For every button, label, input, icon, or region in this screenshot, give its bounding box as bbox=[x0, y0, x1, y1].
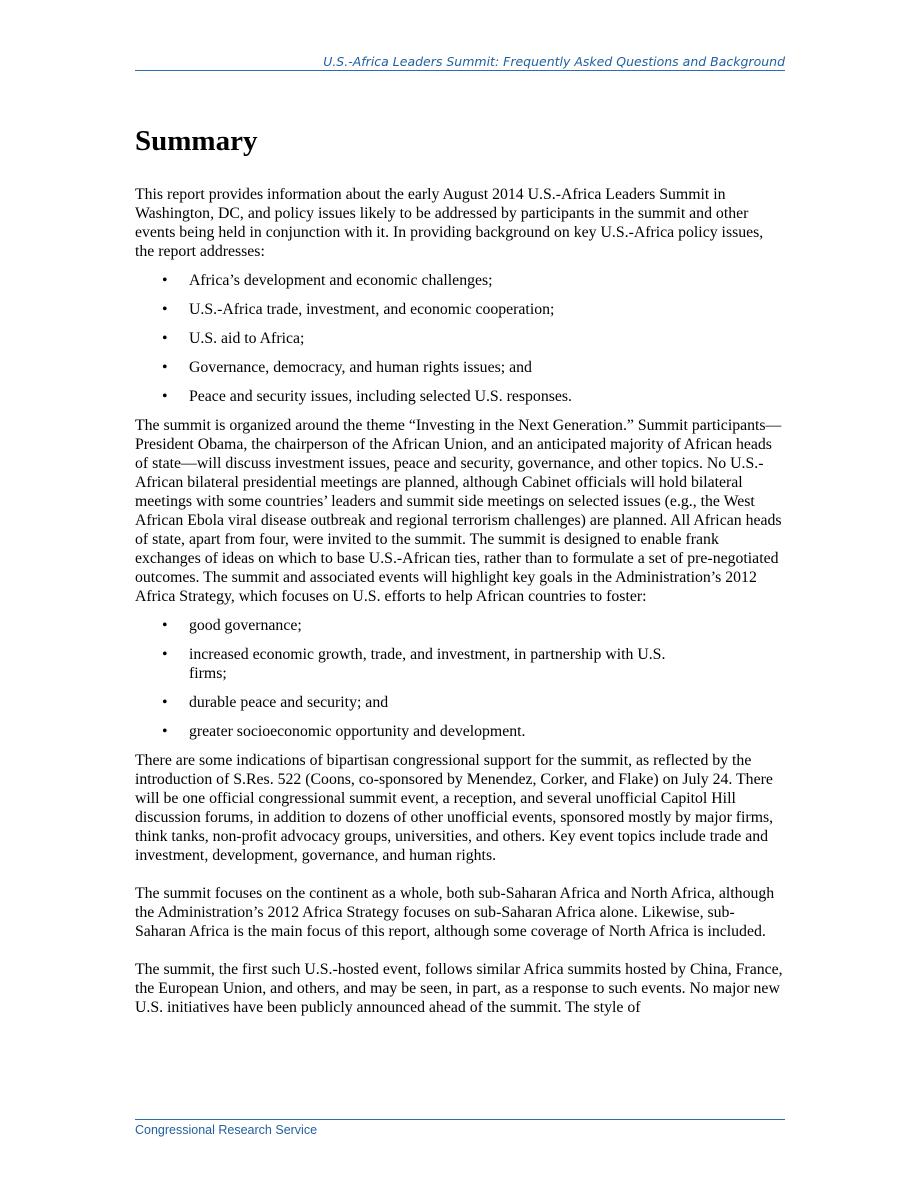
list-item: • Governance, democracy, and human rights issues; and bbox=[162, 359, 532, 376]
bullet-icon: • bbox=[162, 330, 168, 347]
bullet-icon: • bbox=[162, 272, 168, 289]
topics-list bbox=[135, 271, 785, 406]
running-header-title: U.S.-Africa Leaders Summit: Frequently Asked Questions and Background bbox=[323, 54, 785, 69]
bullet-icon: • bbox=[162, 646, 168, 663]
focus-paragraph: The summit focuses on the continent as a whole, both sub-Saharan Africa and North Africa, although the Administration’s 2012 Africa Strategy focuses on sub-Saharan Africa alone. Likewise, sub-Saharan Africa is the main focus of this report, although some coverage of North Africa is included. bbox=[135, 885, 775, 940]
list-item: • good governance; bbox=[162, 617, 302, 634]
list-item: • Peace and security issues, including selected U.S. responses. bbox=[162, 388, 572, 405]
goals-list bbox=[135, 616, 785, 741]
summary-section bbox=[135, 121, 785, 1027]
summary-title: Summary bbox=[135, 125, 258, 157]
bullet-icon: • bbox=[162, 388, 168, 405]
list-item: • durable peace and security; and bbox=[162, 694, 389, 711]
congress-paragraph: There are some indications of bipartisan congressional support for the summit, as reflected by the introduction of S.Res. 522 (Coons, co-sponsored by Menendez, Corker, and Flake) on July 24. There will be one official congressional summit event, a reception, and several unofficial Capitol Hill discussion forums, in addition to dozens of other unofficial events, sponsored mostly by major firms, think tanks, non-profit advocacy groups, universities, and others. Key event topics include trade and investment, development, governance, and human rights. bbox=[135, 752, 774, 864]
running-footer bbox=[135, 1119, 785, 1137]
intro-paragraph: This report provides information about the early August 2014 U.S.-Africa Leaders Summit in Washington, DC, and policy issues likely to be addressed by participants in the summit and other events being held in conjunction with it. In providing background on key U.S.-Africa policy issues, the report addresses: bbox=[135, 186, 764, 260]
footer-publisher: Congressional Research Service bbox=[135, 1123, 318, 1137]
bullet-icon: • bbox=[162, 694, 168, 711]
list-item: • U.S. aid to Africa; bbox=[162, 330, 305, 347]
bullet-icon: • bbox=[162, 617, 168, 634]
context-paragraph: The summit, the first such U.S.-hosted event, follows similar Africa summits hosted by China, France, the European Union, and others, and may be seen, in part, as a response to such events. No major new U.S. initiatives have been publicly announced ahead of the summit. The style of bbox=[135, 961, 783, 1016]
list-item: • greater socioeconomic opportunity and development. bbox=[162, 723, 526, 740]
theme-paragraph: The summit is organized around the theme “Investing in the Next Generation.” Summit participants—President Obama, the chairperson of the African Union, and an anticipated majority of African heads of state—will discuss investment issues, peace and security, governance, and other topics. No U.S.-African bilateral presidential meetings are planned, although Cabinet officials will hold bilateral meetings with some countries’ leaders and summit side meetings on selected issues (e.g., the West African Ebola viral disease outbreak and regional terrorism challenges) are planned. All African heads of state, apart from four, were invited to the summit. The summit is designed to enable frank exchanges of ideas on which to base U.S.-African ties, rather than to formulate a set of pre-negotiated outcomes. The summit and associated events will highlight key goals in the Administration’s 2012 Africa Strategy, which focuses on U.S. efforts to help African countries to foster: bbox=[135, 417, 782, 605]
bullet-icon: • bbox=[162, 359, 168, 376]
bullet-icon: • bbox=[162, 723, 168, 740]
list-item: • increased economic growth, trade, and investment, in partnership with U.S. firms; bbox=[162, 646, 666, 682]
list-item: • Africa’s development and economic challenges; bbox=[162, 272, 493, 289]
running-header bbox=[135, 54, 785, 71]
bullet-icon: • bbox=[162, 301, 168, 318]
list-item: • U.S.-Africa trade, investment, and economic cooperation; bbox=[162, 301, 555, 318]
